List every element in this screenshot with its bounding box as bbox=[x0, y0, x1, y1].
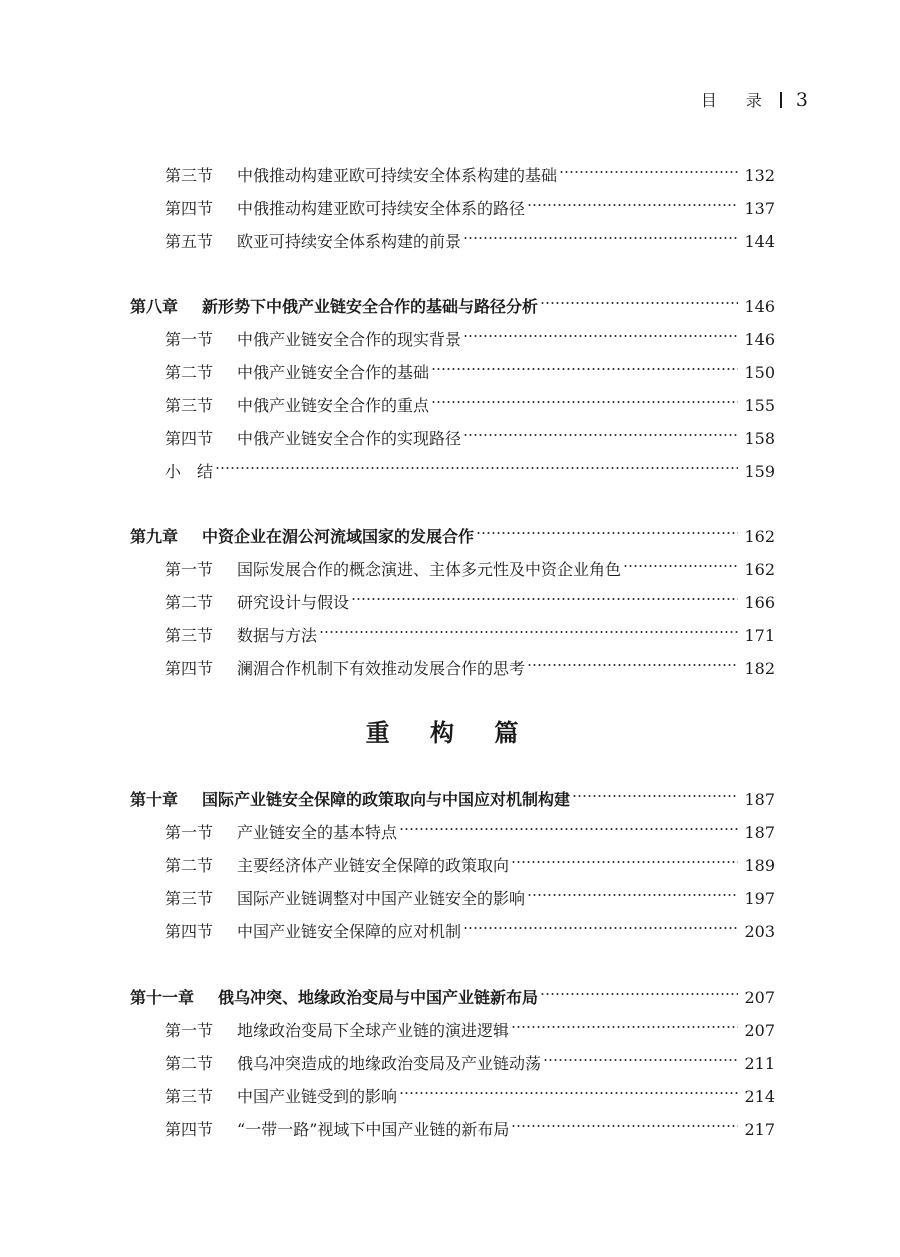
toc-page: 182 bbox=[744, 659, 775, 678]
toc-entry[interactable] bbox=[165, 1045, 775, 1073]
toc-page: 155 bbox=[744, 396, 775, 415]
toc-leader bbox=[572, 781, 738, 805]
toc-page: 144 bbox=[744, 232, 775, 251]
toc-page: 187 bbox=[744, 790, 775, 809]
toc-label: 第二节 bbox=[165, 856, 214, 875]
toc-page: 197 bbox=[744, 889, 775, 908]
toc-page: 162 bbox=[744, 527, 775, 546]
toc-label: 第四节 bbox=[165, 429, 214, 448]
toc-leader bbox=[351, 584, 738, 608]
toc-entry[interactable] bbox=[165, 420, 775, 448]
toc-entry[interactable] bbox=[165, 1012, 775, 1040]
toc-title: 数据与方法 bbox=[237, 626, 318, 645]
toc-title: 产业链安全的基本特点 bbox=[237, 823, 398, 842]
toc-label: 小 结 bbox=[165, 462, 214, 481]
toc-page: 211 bbox=[744, 1054, 775, 1073]
toc-chapter-entry[interactable] bbox=[130, 288, 775, 316]
toc-label: 第四节 bbox=[165, 659, 214, 678]
toc-leader bbox=[215, 453, 738, 477]
toc-entry[interactable] bbox=[165, 1078, 775, 1106]
toc-leader bbox=[623, 551, 738, 575]
toc-entry[interactable] bbox=[165, 617, 775, 645]
toc-label: 第四节 bbox=[165, 199, 214, 218]
toc-title: 中俄产业链安全合作的现实背景 bbox=[237, 330, 462, 349]
toc-entry[interactable] bbox=[165, 880, 775, 908]
toc-page: 187 bbox=[744, 823, 775, 842]
toc-leader bbox=[527, 650, 738, 674]
header-title: 目 录 bbox=[700, 91, 774, 110]
toc-page: 132 bbox=[744, 166, 775, 185]
toc-title: 国际发展合作的概念演进、主体多元性及中资企业角色 bbox=[237, 560, 622, 579]
toc-label: 第三节 bbox=[165, 1087, 214, 1106]
toc-entry[interactable] bbox=[165, 321, 775, 349]
toc-label: 第一节 bbox=[165, 560, 214, 579]
toc-title: 国际产业链调整对中国产业链安全的影响 bbox=[237, 889, 526, 908]
toc-title: 中国产业链安全保障的应对机制 bbox=[237, 922, 462, 941]
toc-entry[interactable] bbox=[165, 551, 775, 579]
toc-page: 171 bbox=[744, 626, 775, 645]
toc-leader bbox=[319, 617, 738, 641]
toc-title: 中资企业在湄公河流域国家的发展合作 bbox=[202, 527, 475, 546]
toc-label: 第一节 bbox=[165, 1021, 214, 1040]
toc-page: 217 bbox=[744, 1120, 775, 1139]
toc-entry[interactable] bbox=[165, 387, 775, 415]
toc-title: 澜湄合作机制下有效推动发展合作的思考 bbox=[237, 659, 526, 678]
toc-entry[interactable] bbox=[165, 814, 775, 842]
toc-label: 第二节 bbox=[165, 1054, 214, 1073]
toc-title: 俄乌冲突、地缘政治变局与中国产业链新布局 bbox=[218, 988, 539, 1007]
toc-entry[interactable] bbox=[165, 584, 775, 612]
toc-label: 第八章 bbox=[130, 297, 179, 316]
toc-title: 中俄产业链安全合作的实现路径 bbox=[237, 429, 462, 448]
toc-leader bbox=[511, 1111, 738, 1135]
toc-title: 中俄推动构建亚欧可持续安全体系构建的基础 bbox=[237, 166, 558, 185]
header-divider bbox=[780, 92, 782, 108]
toc-leader bbox=[463, 321, 738, 345]
header-page-number: 3 bbox=[795, 88, 808, 111]
toc-label: 第一节 bbox=[165, 330, 214, 349]
toc-title: 俄乌冲突造成的地缘政治变局及产业链动荡 bbox=[237, 1054, 542, 1073]
toc-label: 第三节 bbox=[165, 626, 214, 645]
toc-entry[interactable] bbox=[165, 157, 775, 185]
toc-page: 137 bbox=[744, 199, 775, 218]
toc-leader bbox=[399, 814, 738, 838]
toc-label: 第二节 bbox=[165, 593, 214, 612]
toc-title: 中俄产业链安全合作的基础 bbox=[237, 363, 430, 382]
toc-label: 第二节 bbox=[165, 363, 214, 382]
toc-title: 研究设计与假设 bbox=[237, 593, 350, 612]
toc-page: 189 bbox=[744, 856, 775, 875]
toc-leader bbox=[463, 420, 738, 444]
toc-leader bbox=[540, 979, 738, 1003]
toc-label: 第十一章 bbox=[130, 988, 195, 1007]
toc-page: 159 bbox=[744, 462, 775, 481]
toc-leader bbox=[463, 913, 738, 937]
toc-page: 146 bbox=[744, 297, 775, 316]
toc-label: 第三节 bbox=[165, 396, 214, 415]
toc-label: 第一节 bbox=[165, 823, 214, 842]
toc-leader bbox=[431, 354, 738, 378]
toc-title: 主要经济体产业链安全保障的政策取向 bbox=[237, 856, 510, 875]
toc-title: 欧亚可持续安全体系构建的前景 bbox=[237, 232, 462, 251]
running-header bbox=[701, 88, 808, 111]
toc-label: 第五节 bbox=[165, 232, 214, 251]
toc-leader bbox=[540, 288, 738, 312]
toc-page: 203 bbox=[744, 922, 775, 941]
part-title: 重 构 篇 bbox=[365, 718, 535, 747]
toc-entry[interactable] bbox=[165, 223, 775, 251]
toc-leader bbox=[476, 518, 738, 542]
toc-leader bbox=[511, 847, 738, 871]
toc-page: 158 bbox=[744, 429, 775, 448]
toc-page: 166 bbox=[744, 593, 775, 612]
toc-leader bbox=[527, 880, 738, 904]
toc-page: 150 bbox=[744, 363, 775, 382]
toc-page: 162 bbox=[744, 560, 775, 579]
toc-leader bbox=[431, 387, 738, 411]
toc-chapter-entry[interactable] bbox=[130, 781, 775, 809]
toc-label: 第三节 bbox=[165, 166, 214, 185]
toc-entry[interactable] bbox=[165, 1111, 775, 1139]
toc-title: 国际产业链安全保障的政策取向与中国应对机制构建 bbox=[202, 790, 571, 809]
toc-leader bbox=[399, 1078, 738, 1102]
toc-title: 新形势下中俄产业链安全合作的基础与路径分析 bbox=[202, 297, 539, 316]
toc-entry[interactable] bbox=[165, 190, 775, 218]
toc-entry[interactable] bbox=[165, 354, 775, 382]
toc-leader bbox=[463, 223, 738, 247]
toc-label: 第三节 bbox=[165, 889, 214, 908]
toc-title: 地缘政治变局下全球产业链的演进逻辑 bbox=[237, 1021, 510, 1040]
toc-page: 207 bbox=[744, 1021, 775, 1040]
toc-page: 214 bbox=[744, 1087, 775, 1106]
toc-title: 中国产业链受到的影响 bbox=[237, 1087, 398, 1106]
toc-entry[interactable] bbox=[165, 453, 775, 481]
toc-page: 207 bbox=[744, 988, 775, 1007]
toc-title: 中俄推动构建亚欧可持续安全体系的路径 bbox=[237, 199, 526, 218]
toc-entry[interactable] bbox=[165, 650, 775, 678]
toc-leader bbox=[543, 1045, 738, 1069]
toc-entry[interactable] bbox=[165, 913, 775, 941]
toc-title: 中俄产业链安全合作的重点 bbox=[237, 396, 430, 415]
toc-title: “一带一路”视域下中国产业链的新布局 bbox=[237, 1120, 510, 1139]
toc-leader bbox=[527, 190, 738, 214]
toc-chapter-entry[interactable] bbox=[130, 979, 775, 1007]
toc-chapter-entry[interactable] bbox=[130, 518, 775, 546]
toc-label: 第四节 bbox=[165, 1120, 214, 1139]
toc-label: 第四节 bbox=[165, 922, 214, 941]
toc-leader bbox=[559, 157, 738, 181]
toc-label: 第九章 bbox=[130, 527, 179, 546]
toc-label: 第十章 bbox=[130, 790, 179, 809]
toc-page: 146 bbox=[744, 330, 775, 349]
toc-leader bbox=[511, 1012, 738, 1036]
toc-entry[interactable] bbox=[165, 847, 775, 875]
